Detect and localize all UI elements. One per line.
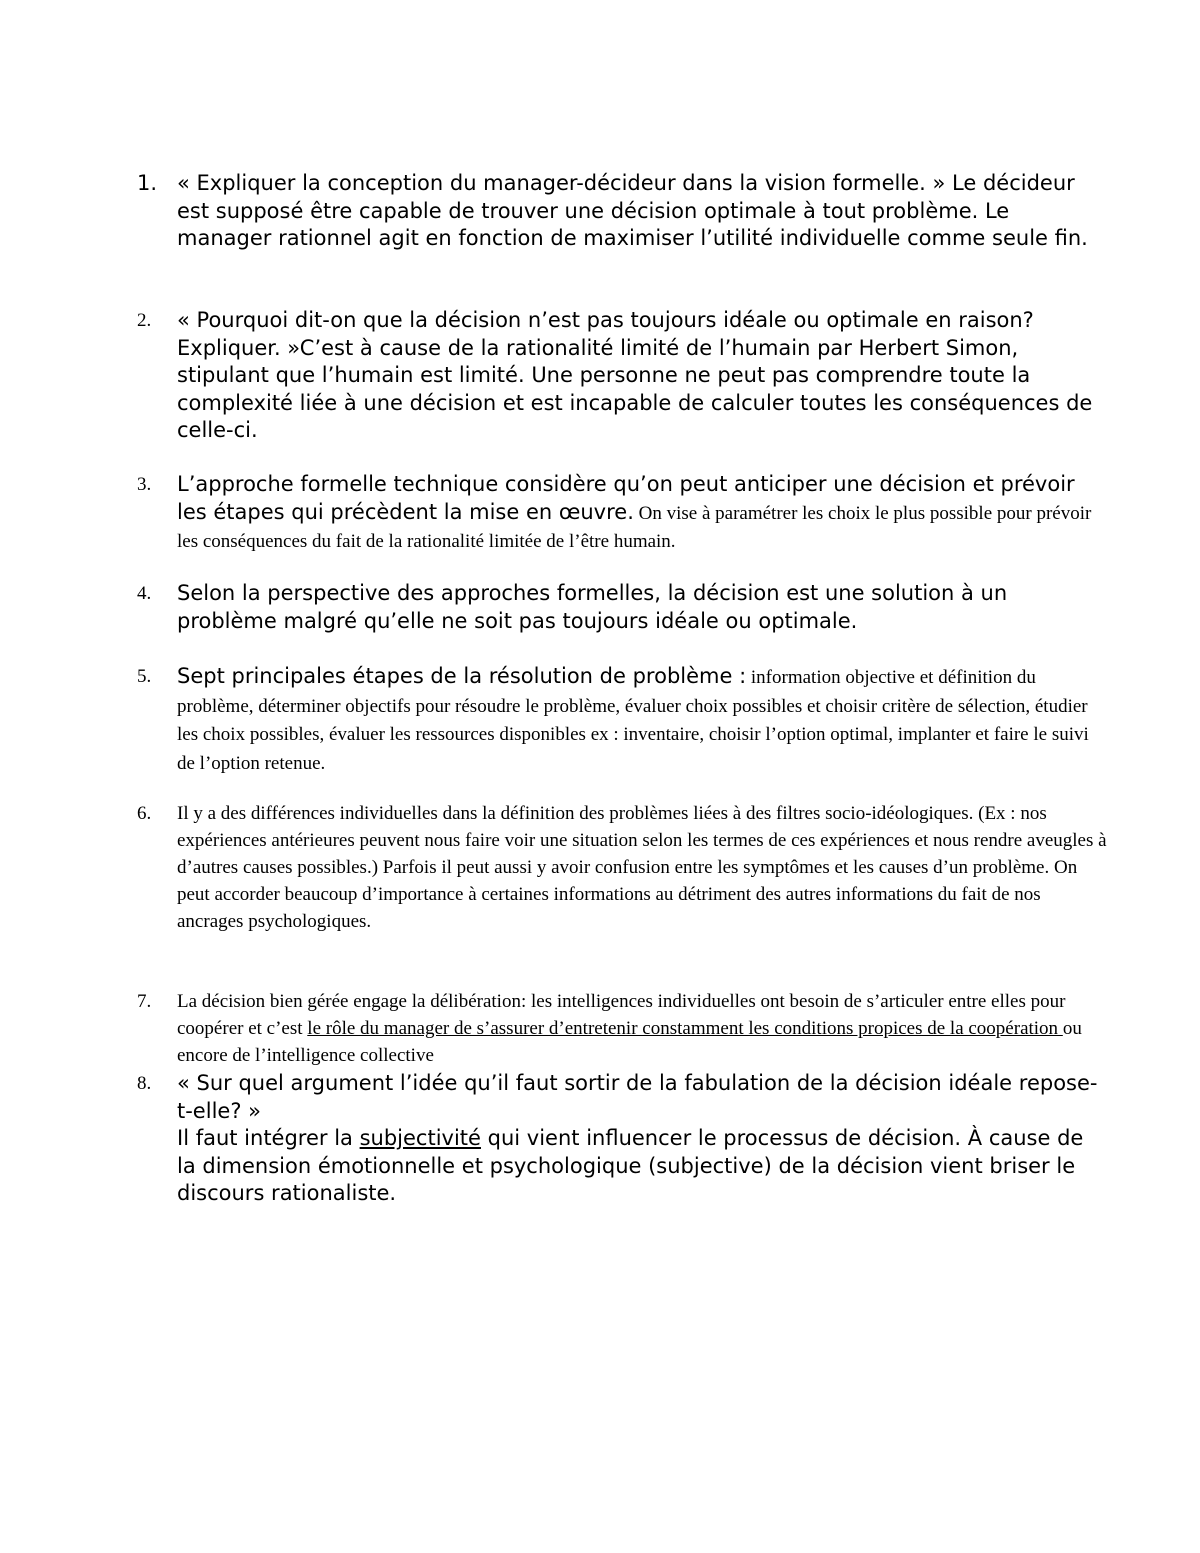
item-answer-underlined: subjectivité (359, 1126, 481, 1150)
item-answer-after: qui vient influencer le processus de décision. À cause de la dimension émotionnelle et psychologique (subjective) de la décision vient briser le discours rationaliste. (177, 1126, 1084, 1205)
list-item-1 (137, 170, 1107, 253)
item-text-before: La décision bien gérée engage la délibération: les intelligences individuelles ont besoin de s’articuler entre elles pour coopérer et c’est (177, 991, 1066, 1039)
item-question: « Sur quel argument l’idée qu’il faut sortir de la fabulation de la décision idéale repose- t-elle? » (177, 1071, 1098, 1123)
item-text-sans: L’approche formelle technique considère qu’on peut anticiper une décision et prévoir les étapes qui précèdent la mise en œuvre. (177, 472, 1075, 524)
list-item-3 (137, 471, 1107, 556)
item-text: Il y a des différences individuelles dans la définition des problèmes liées à des filtres socio-idéologiques. (Ex : nos expériences antérieures peuvent nous faire voir une situation selon les termes de ces expériences et nous rendre aveugles à d’autres causes possibles.) Parfois il peut aussi y avoir confusion entre les symptômes et les causes d’un problème. On peut accorder beaucoup d’importance à certaines informations au détriment des autres informations du fait de nos ancrages psychologiques. (177, 803, 1107, 932)
item-number: 2. (137, 310, 152, 331)
item-answer (177, 1125, 1107, 1208)
item-number: 1. (137, 171, 158, 195)
list-item-5 (137, 663, 1107, 777)
list-item-7 (137, 988, 1107, 1069)
item-number: 3. (137, 474, 152, 495)
item-number: 4. (137, 583, 152, 604)
item-text-sans: Sept principales étapes de la résolution de problème : (177, 664, 747, 688)
item-text: « Expliquer la conception du manager-décideur dans la vision formelle. » Le décideur est supposé être capable de trouver une décision optimale à tout problème. Le manager rationnel agit en fonction de maximiser l’utilité individuelle comme seule fin. (177, 171, 1088, 250)
item-number: 5. (137, 666, 152, 687)
item-text-after: ou encore de l’intelligence collective (177, 1018, 1082, 1066)
item-text: Selon la perspective des approches formelles, la décision est une solution à un problème malgré qu’elle ne soit pas toujours idéale ou optimale. (177, 581, 1008, 633)
list-item-2 (137, 307, 1107, 445)
item-number: 7. (137, 991, 152, 1012)
item-text-serif: On vise à paramétrer les choix le plus possible pour prévoir les conséquences du fait de la rationalité limitée de l’être humain. (177, 502, 1092, 552)
list-item-8 (137, 1070, 1107, 1208)
item-number: 8. (137, 1073, 152, 1094)
item-number: 6. (137, 803, 152, 824)
item-answer-before: Il faut intégrer la (177, 1126, 360, 1150)
list-item-4 (137, 580, 1107, 635)
list-item-6 (137, 800, 1107, 935)
item-text: « Pourquoi dit-on que la décision n’est pas toujours idéale ou optimale en raison? Expliquer. »C’est à cause de la rationalité limité de l’humain par Herbert Simon, stipulant que l’humain est limité. Une personne ne peut pas comprendre toute la complexité liée à une décision et est incapable de calculer toutes les conséquences de celle-ci. (177, 308, 1093, 442)
item-text-serif: information objective et définition du problème, déterminer objectifs pour résoudre le problème, évaluer choix possibles et choisir critère de sélection, étudier les choix possibles, évaluer les ressources disponibles ex : inventaire, choisir l’option optimal, implanter et faire le suivi de l’option retenue. (177, 667, 1089, 774)
item-text-underlined: le rôle du manager de s’assurer d’entretenir constamment les conditions propices de la coopération (307, 1018, 1063, 1039)
